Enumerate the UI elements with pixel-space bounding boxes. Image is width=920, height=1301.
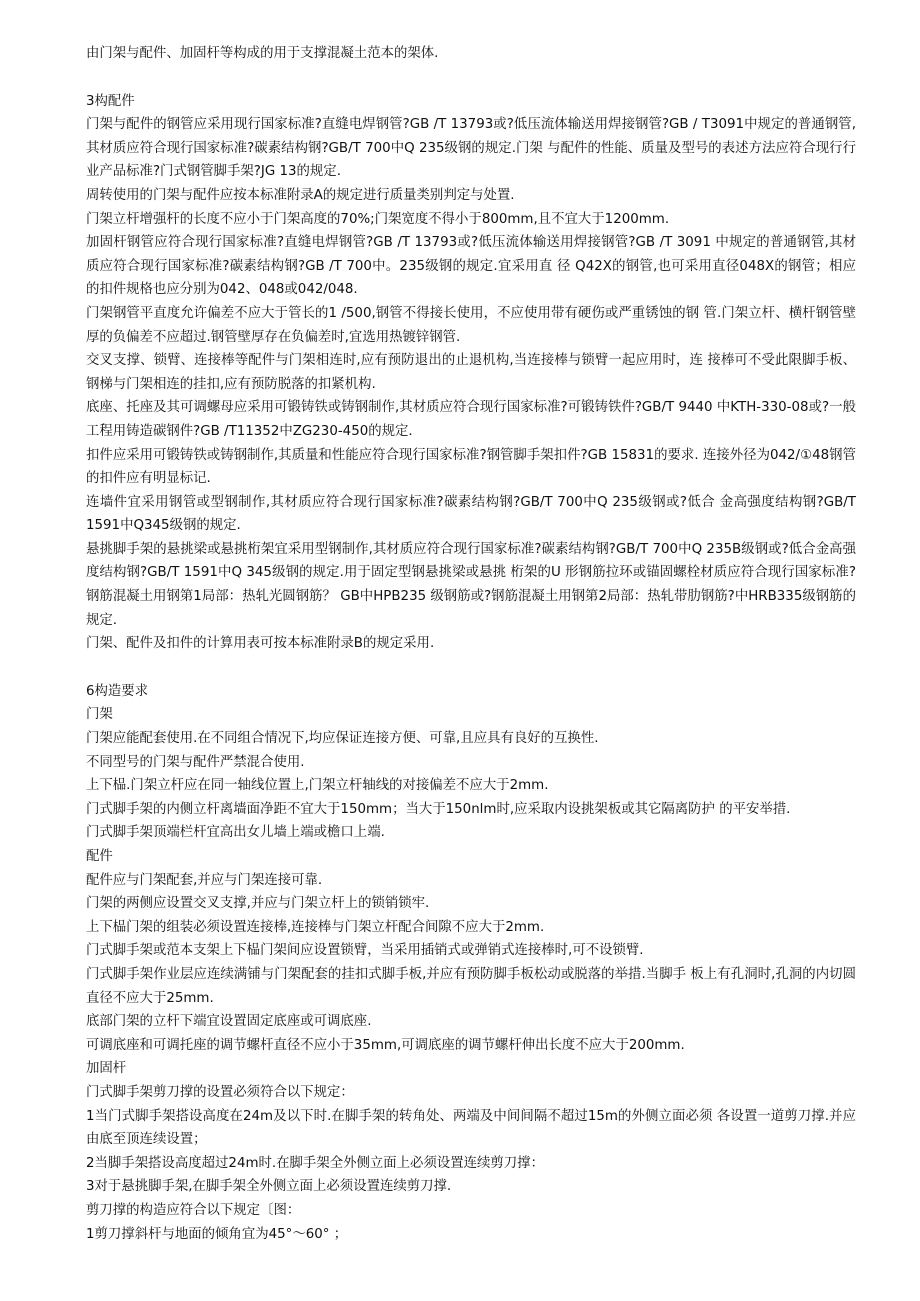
spacer (86, 66, 856, 90)
section-3-paragraph: 周转使用的门架与配件应按本标准附录A的规定进行质量类别判定与处置. (86, 187, 515, 203)
subsection-heading-fittings: 配件 (86, 849, 113, 864)
section-6-paragraph: 门式脚手架或范本支架上下榀门架间应设置锁臂，当采用插销式或弹销式连接棒时,可不设锁臂. (86, 943, 644, 959)
section-6-paragraph: 不同型号的门架与配件严禁混合使用. (86, 754, 305, 770)
section-3-paragraph: 交叉支撑、锁臂、连接棒等配件与门架相连时,应有预防退出的止退机构,当连接棒与锁臂一起应用时，连 接棒可不受此限脚手板、钢梯与门架相连的挂扣,应有预防脱落的扣紧机构. (86, 353, 856, 392)
section-3-paragraph: 连墙件宜采用钢管或型钢制作,其材质应符合现行国家标准?碳素结构钢?GB/T 700中Q 235级钢或?低合 金高强度结构钢?GB/T 1591中Q345级钢的规定. (86, 494, 856, 534)
section-3-paragraph: 门架、配件及扣件的计算用表可按本标准附录B的规定采用. (86, 636, 435, 652)
section-3-paragraph: 加固杆钢管应符合现行国家标准?直缝电焊钢管?GB /T 13793或?低压流体输送用焊接钢管?GB /T 3091 中规定的普通钢管,其材质应符合现行国家标准?碳素结构钢?GB /T 700中。235级钢的规定.宜采用直 径 Q42X的钢管,也可采用直径048X的钢管；相应的扣件规格也应分别为042、048或042/048. (86, 235, 856, 298)
section-6-paragraph: 可调底座和可调托座的调节螺杆直径不应小于35mm,可调底座的调节螺杆伸出长度不应大于200mm. (86, 1037, 685, 1053)
section-6-paragraph: 门式脚手架剪刀撑的设置必须符合以下规定： (86, 1084, 354, 1100)
document-page (86, 42, 856, 1246)
section-3-paragraph: 门架与配件的钢管应采用现行国家标准?直缝电焊钢管?GB /T 13793或?低压流体输送用焊接钢管?GB / T3091中规定的普通钢管,其材质应符合现行国家标准?碳素结构钢?GB/T 700中Q 235级钢的规定.门架 与配件的性能、质量及型号的表述方法应符合现行行业产品标准?门式钢管脚手架?JG 13的规定. (86, 117, 856, 180)
section-6-paragraph: 门式脚手架作业层应连续满铺与门架配套的挂扣式脚手板,并应有预防脚手板松动或脱落的举措.当脚手 板上有孔洞时,孔洞的内切圆直径不应大于25mm. (86, 966, 856, 1006)
section-6-paragraph: 剪刀撑的构造应符合以下规定〔图： (86, 1202, 301, 1218)
section-6-list-item: 2当脚手架搭设高度超过24m时.在脚手架全外侧立面上必须设置连续剪刀撑： (86, 1155, 544, 1171)
section-6-list-item: 1当门式脚手架搭设高度在24m及以下时.在脚手架的转角处、两端及中间间隔不超过15m的外侧立面必须 各设置一道剪刀撑.并应由底至顶连续设置； (86, 1108, 856, 1148)
section-3-paragraph: 门架立杆增强杆的长度不应小于门架高度的70%;门架宽度不得小于800mm,且不宜大于1200mm. (86, 211, 670, 227)
section-6-paragraph: 配件应与门架配套,并应与门架连接可靠. (86, 872, 323, 888)
section-3-heading: 3构配件 (86, 93, 135, 109)
section-6-paragraph: 底部门架的立杆下端宜设置固定底座或可调底座. (86, 1014, 372, 1030)
section-6-paragraph: 上下榀门架的组装必须设置连接棒,连接棒与门架立杆配合间隙不应大于2mm. (86, 919, 545, 935)
section-6-paragraph: 门式脚手架顶端栏杆宜高出女儿墙上端或檐口上端. (86, 825, 385, 841)
section-3-paragraph: 底座、托座及其可调螺母应采用可锻铸铁或铸钢制作,其材质应符合现行国家标准?可锻铸铁件?GB/T 9440 中KTH-330-08或?一般工程用铸造碳钢件?GB /T11352中ZG230-450的规定. (86, 400, 856, 439)
intro-text: 由门架与配件、加固杆等构成的用于支撑混凝土范本的架体. (86, 46, 439, 61)
section-6-paragraph: 门架应能配套使用.在不同组合情况下,均应保证连接方便、可靠,且应具有良好的互换性. (86, 731, 599, 747)
spacer (86, 656, 856, 680)
section-6-list-item: 1剪刀撑斜杆与地面的倾角宜为45°～60° ； (86, 1226, 348, 1242)
section-3-paragraph: 悬挑脚手架的悬挑梁或悬挑桁架宜采用型钢制作,其材质应符合现行国家标准?碳素结构钢?GB/T 700中Q 235B级钢或?低合金高强度结构钢?GB/T 1591中Q 345级钢的规定.用于固定型钢悬挑梁或悬挑 桁架的U 形钢筋拉环或锚固螺栓材质应符合现行国家标准?钢筋混凝土用钢第1局部：热轧光圆钢筋？ GB中HPB235 级钢筋或?钢筋混凝土用钢第2局部：热轧带肋钢筋?中HRB335级钢筋的规定. (86, 541, 856, 628)
section-6-list-item: 3对于悬挑脚手架,在脚手架全外侧立面上必须设置连续剪刀撑. (86, 1179, 452, 1195)
section-6-paragraph: 门式脚手架的内侧立杆离墙面净距不宜大于150mm；当大于150nlm时,应采取内设挑架板或其它隔离防护 的平安举措. (86, 801, 791, 817)
section-3-paragraph: 扣件应采用可锻铸铁或铸钢制作,其质量和性能应符合现行国家标准?钢管脚手架扣件?GB 15831的要求. 连接外径为042/①48钢管的扣件应有明显标记. (86, 447, 856, 487)
section-3-paragraph: 门架钢管平直度允许偏差不应大于管长的1 /500,钢管不得接长使用，不应使用带有硬伤或严重锈蚀的钢 管.门架立杆、横杆钢管壁厚的负偏差不应超过.钢管壁厚存在负偏差时,宜选用热镀锌钢管. (86, 305, 856, 345)
section-6-heading: 6构造要求 (86, 683, 149, 699)
subsection-heading-door-frame: 门架 (86, 707, 113, 723)
section-6-paragraph: 上下榀.门架立杆应在同一轴线位置上,门架立杆轴线的对接偏差不应大于2mm. (86, 778, 549, 794)
subsection-heading-bracing: 加固杆 (86, 1061, 127, 1077)
section-6-paragraph: 门架的两侧应设置交叉支撑,并应与门架立杆上的锁销锁牢. (86, 896, 430, 912)
